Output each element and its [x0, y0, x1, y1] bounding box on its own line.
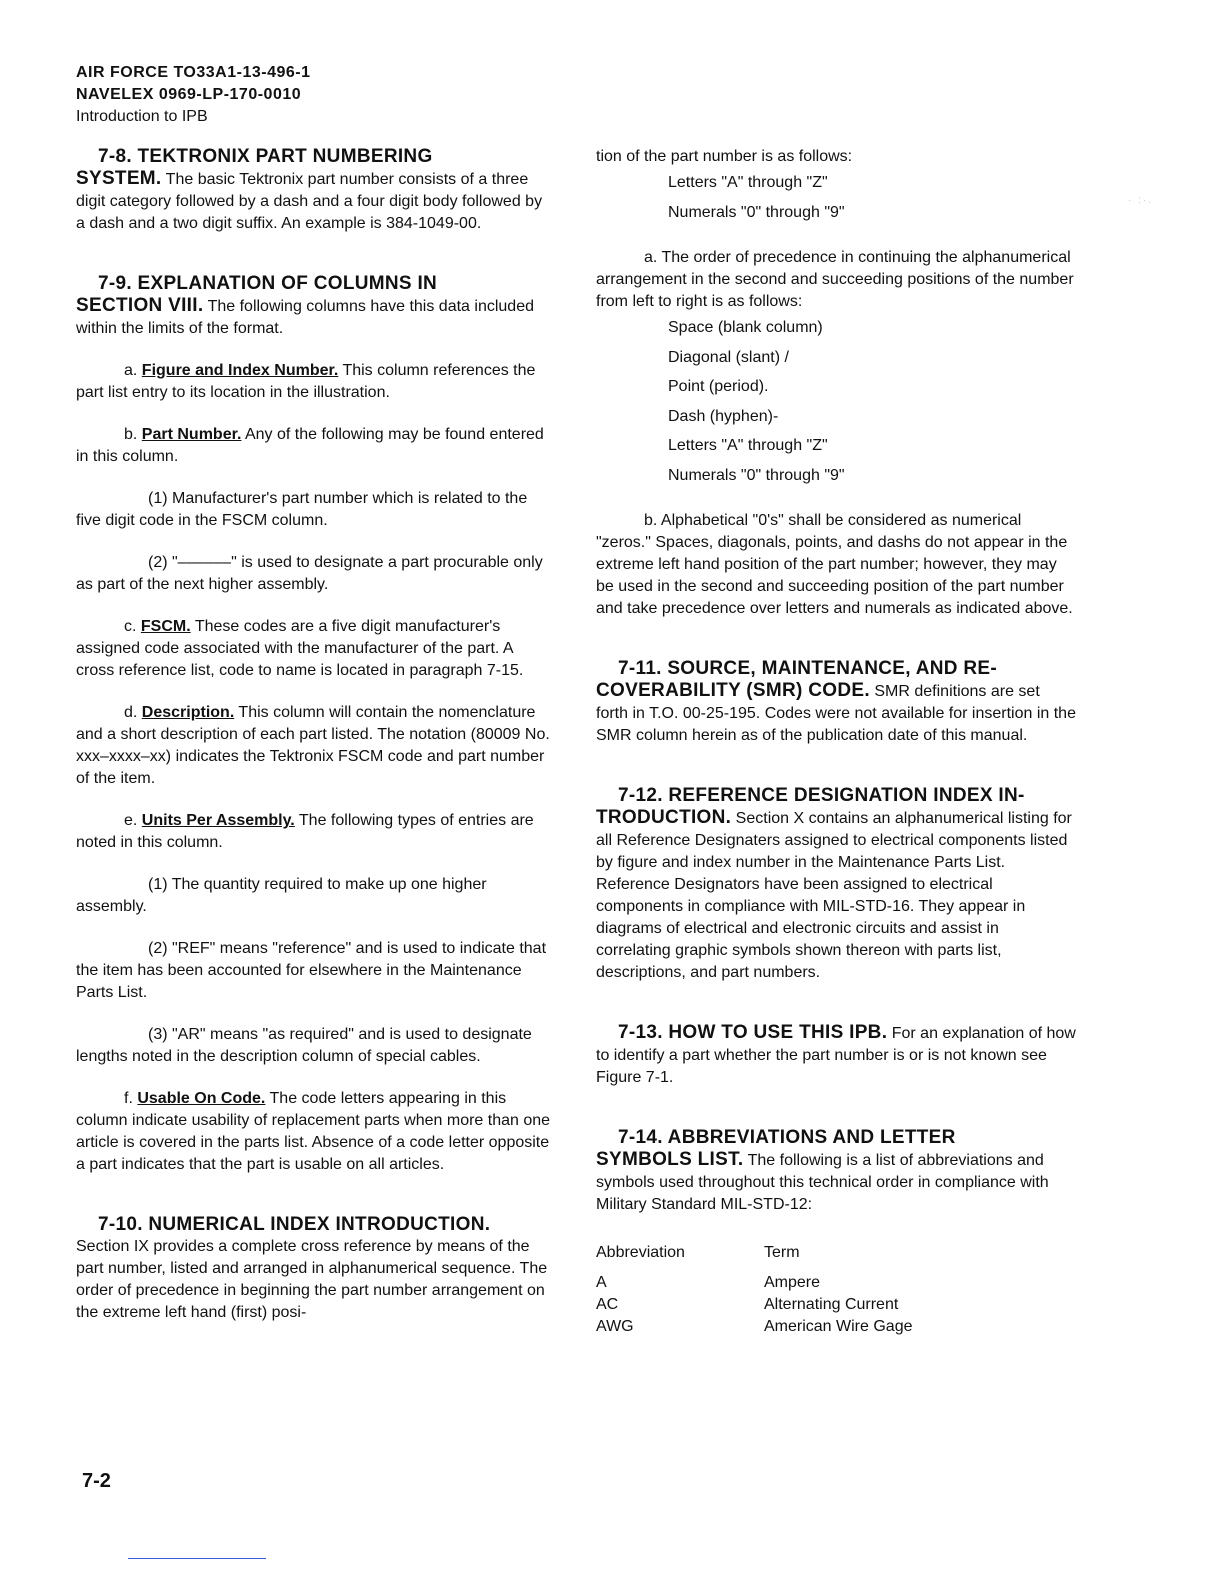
precedence-item: Diagonal (slant) /	[668, 348, 789, 366]
para-f: f. Usable On Code. The code letters appearing in this column indicate usability of replacement parts when more than one article is covered in the parts list. Absence of a code letter opposite a part indicates that the part is usable on all articles.	[76, 1090, 551, 1173]
para-d: d. Description. This column will contain the nomenclature and a short description of each part listed. The notation (80009 No. xxx–xxxx–xx) indicates the Tektronix FSCM code and part number of the item.	[76, 704, 550, 787]
para-10b: b. Alphabetical "0's" shall be considered as numerical "zeros." Spaces, diagonals, points, and dashs do not appear in the extreme left hand position of the part number; however, they may be used in the second and succeeding position of the part number and take precedence over letters and numerals as indicated above.	[596, 512, 1073, 617]
section-7-14	[596, 1127, 1076, 1338]
page-header	[76, 62, 311, 128]
para-c-title: FSCM.	[140, 618, 191, 635]
header-navelex-number: NAVELEX 0969-LP-170-0010	[76, 86, 302, 103]
section-7-10-body: Section IX provides a complete cross reference by means of the part number, listed and arranged in alphanumerical sequence. The order of precedence in beginning the part number arrangement on the extreme left hand (first) posi-	[76, 1238, 548, 1321]
para-10a: a. The order of precedence in continuing the alphanumerical arrangement in the second and succeeding positions of the number from left to right is as follows:	[596, 249, 1074, 310]
para-d-body: This column will contain the nomenclature and a short description of each part listed. The notation (80009 No. xxx–xxxx–xx) indicates the Tektronix FSCM code and part number of the item.	[76, 704, 550, 787]
section-7-12-heading: 7-12. REFERENCE DESIGNATION INDEX IN-	[618, 785, 1025, 806]
section-7-8	[76, 146, 552, 235]
section-7-11	[596, 658, 1076, 747]
precedence-item: Numerals "0" through "9"	[668, 466, 845, 484]
page-number: 7-2	[82, 1470, 111, 1492]
para-a: a. Figure and Index Number. This column references the part list entry to its location in the illustration.	[76, 362, 536, 401]
section-7-10-heading: 7-10. NUMERICAL INDEX INTRODUCTION.	[98, 1214, 491, 1235]
section-7-12-body: Section X contains an alphanumerical listing for all Reference Designaters assigned to electrical components listed by figure and index number in the Maintenance Parts List. Reference Designators have been assigned to electrical components in compliance with MIL-STD-16. They appear in diagrams of electrical and electronic circuits and assist in correlating graphic symbols shown thereon with parts list, descriptions, and part numbers.	[596, 810, 1072, 981]
section-7-11-body: SMR definitions are set forth in T.O. 00-25-195. Codes were not available for insertion in the SMR column herein as of the publication date of this manual.	[596, 683, 1076, 744]
precedence-item: Letters "A" through "Z"	[668, 174, 828, 191]
para-e2: (2) "REF" means "reference" and is used to indicate that the item has been accounted for elsewhere in the Maintenance Parts List.	[76, 940, 547, 1001]
section-7-9-heading: 7-9. EXPLANATION OF COLUMNS IN	[98, 273, 438, 294]
para-c: c. FSCM. These codes are a five digit manufacturer's assigned code associated with the manufacturer of the part. A cross reference list, code to name is located in paragraph 7-15.	[76, 618, 524, 679]
section-7-10-body-cont: tion of the part number is as follows:	[596, 148, 853, 165]
section-7-12-heading-cont: TRODUCTION.	[596, 807, 732, 828]
term-cell: Alternating Current	[764, 1296, 899, 1313]
para-b1: (1) Manufacturer's part number which is related to the five digit code in the FSCM column.	[76, 490, 528, 529]
para-f-title: Usable On Code.	[137, 1090, 266, 1107]
para-b: b. Part Number. Any of the following may be found entered in this column.	[76, 426, 544, 465]
scan-speck: · :·.	[1128, 195, 1153, 206]
para-f-body: The code letters appearing in this column indicate usability of replacement parts when more than one article is covered in the parts list. Absence of a code letter opposite a part indicates that the part is usable on all articles.	[76, 1090, 551, 1173]
section-7-8-body: The basic Tektronix part number consists of a three digit category followed by a dash and a four digit body followed by a dash and a two digit suffix. An example is 384-1049-00.	[76, 171, 543, 232]
precedence-item: Point (period).	[668, 378, 769, 395]
abbreviation-table	[596, 1242, 913, 1338]
footer-rule	[128, 1558, 266, 1559]
precedence-list-first	[596, 168, 1076, 227]
precedence-item: Numerals "0" through "9"	[668, 203, 845, 221]
para-c-body: These codes are a five digit manufacturer's assigned code associated with the manufacturer of the part. A cross reference list, code to name is located in paragraph 7-15.	[76, 618, 524, 679]
abbreviation-cell: AWG	[596, 1318, 634, 1335]
section-7-11-heading: 7-11. SOURCE, MAINTENANCE, AND RE-	[618, 658, 997, 679]
abbreviation-cell: AC	[596, 1296, 619, 1313]
para-b-body: Any of the following may be found entered in this column.	[76, 426, 544, 465]
section-7-8-heading: 7-8. TEKTRONIX PART NUMBERING	[98, 146, 433, 167]
section-7-14-heading-cont: SYMBOLS LIST.	[596, 1149, 744, 1170]
section-7-13-heading: 7-13. HOW TO USE THIS IPB.	[618, 1022, 888, 1043]
column-header-abbreviation: Abbreviation	[596, 1244, 685, 1261]
section-7-9-heading-cont: SECTION VIII.	[76, 295, 204, 316]
section-7-10	[76, 1214, 552, 1324]
header-chapter-title: Introduction to IPB	[76, 108, 208, 125]
precedence-item: Dash (hyphen)-	[668, 407, 779, 425]
para-e1: (1) The quantity required to make up one higher assembly.	[76, 876, 487, 915]
table-row	[596, 1316, 913, 1338]
header-af-number: AIR FORCE TO33A1-13-496-1	[76, 64, 311, 81]
section-7-9	[76, 273, 552, 1176]
abbreviation-table-header	[596, 1242, 913, 1272]
section-7-14-heading: 7-14. ABBREVIATIONS AND LETTER	[618, 1127, 956, 1148]
section-7-11-heading-cont: COVERABILITY (SMR) CODE.	[596, 680, 870, 701]
para-e-body: The following types of entries are noted in this column.	[76, 812, 534, 851]
term-cell: Ampere	[764, 1274, 821, 1291]
term-cell: American Wire Gage	[764, 1318, 913, 1335]
table-row	[596, 1272, 913, 1294]
section-7-8-heading-cont: SYSTEM.	[76, 168, 162, 189]
section-7-12	[596, 785, 1076, 984]
table-row	[596, 1294, 913, 1316]
abbreviation-cell: A	[596, 1274, 607, 1291]
right-column	[596, 146, 1076, 1338]
left-column	[76, 146, 552, 1324]
para-e-title: Units Per Assembly.	[141, 812, 295, 829]
section-7-13	[596, 1022, 1076, 1089]
para-e: e. Units Per Assembly. The following types of entries are noted in this column.	[76, 812, 534, 851]
para-e3: (3) "AR" means "as required" and is used to designate lengths noted in the description column of special cables.	[76, 1026, 532, 1065]
para-b2: (2) "––––––" is used to designate a part procurable only as part of the next higher assembly.	[76, 554, 543, 593]
precedence-item: Space (blank column)	[668, 319, 823, 336]
section-7-14-body: The following is a list of abbreviations and symbols used throughout this technical order in compliance with Military Standard MIL-STD-12:	[596, 1152, 1049, 1213]
section-7-13-body: For an explanation of how to identify a part whether the part number is or is not known see Figure 7-1.	[596, 1025, 1076, 1086]
column-header-term: Term	[764, 1244, 800, 1261]
precedence-item: Letters "A" through "Z"	[668, 437, 828, 454]
para-b-title: Part Number.	[141, 426, 242, 443]
para-d-title: Description.	[141, 704, 235, 721]
para-a-title: Figure and Index Number.	[141, 362, 339, 379]
precedence-list-succeeding	[596, 313, 1076, 490]
para-a-body: This column references the part list entry to its location in the illustration.	[76, 362, 536, 401]
section-7-9-body: The following columns have this data included within the limits of the format.	[76, 298, 534, 337]
